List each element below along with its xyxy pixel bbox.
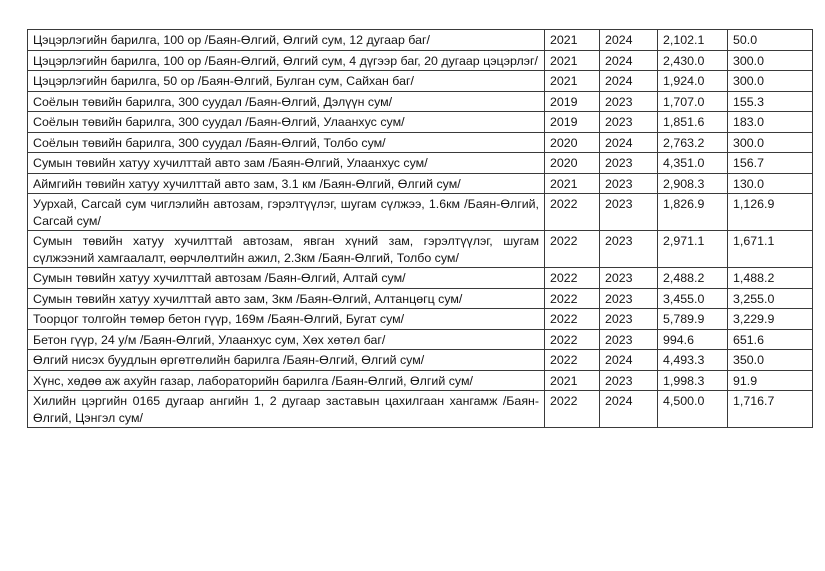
budget-amount-cell: 130.0 — [728, 173, 813, 194]
projects-table-body — [28, 30, 813, 428]
total-cost-cell: 2,908.3 — [658, 173, 728, 194]
end-year-cell: 2024 — [600, 391, 658, 428]
budget-amount-cell: 156.7 — [728, 153, 813, 174]
start-year-cell: 2021 — [545, 370, 600, 391]
end-year-cell: 2023 — [600, 309, 658, 330]
end-year-cell: 2023 — [600, 370, 658, 391]
scan-smudge — [520, 449, 740, 463]
total-cost-cell: 1,707.0 — [658, 91, 728, 112]
total-cost-cell: 1,924.0 — [658, 71, 728, 92]
budget-amount-cell: 1,126.9 — [728, 194, 813, 231]
start-year-cell: 2020 — [545, 132, 600, 153]
table-row — [28, 153, 813, 174]
table-row — [28, 350, 813, 371]
total-cost-cell: 1,851.6 — [658, 112, 728, 133]
budget-amount-cell: 300.0 — [728, 132, 813, 153]
budget-amount-cell: 91.9 — [728, 370, 813, 391]
table-row — [28, 30, 813, 51]
start-year-cell: 2022 — [545, 350, 600, 371]
total-cost-cell: 4,500.0 — [658, 391, 728, 428]
end-year-cell: 2023 — [600, 329, 658, 350]
budget-amount-cell: 3,229.9 — [728, 309, 813, 330]
project-name-cell: Өлгий нисэх буудлын өргөтгөлийн барилга /Баян-Өлгий, Өлгий сум/ — [28, 350, 545, 371]
project-name-cell: Сумын төвийн хатуу хучилттай авто зам /Баян-Өлгий, Улаанхус сум/ — [28, 153, 545, 174]
project-name-cell: Сумын төвийн хатуу хучилттай автозам /Баян-Өлгий, Алтай сум/ — [28, 268, 545, 289]
project-name-cell: Сумын төвийн хатуу хучилттай автозам, явган хүний зам, гэрэлтүүлэг, шугам сүлжээний хамгаалалт, өөрчлөлтийн ажил, 2.3км /Баян-Өлгий, Толбо сум/ — [28, 231, 545, 268]
end-year-cell: 2024 — [600, 30, 658, 51]
end-year-cell: 2024 — [600, 71, 658, 92]
table-row — [28, 391, 813, 428]
budget-amount-cell: 300.0 — [728, 71, 813, 92]
project-name-cell: Соёлын төвийн барилга, 300 суудал /Баян-Өлгий, Дэлүүн сум/ — [28, 91, 545, 112]
budget-amount-cell: 350.0 — [728, 350, 813, 371]
start-year-cell: 2021 — [545, 30, 600, 51]
project-name-cell: Бетон гүүр, 24 у/м /Баян-Өлгий, Улаанхус сум, Хөх хөтөл баг/ — [28, 329, 545, 350]
total-cost-cell: 3,455.0 — [658, 288, 728, 309]
start-year-cell: 2022 — [545, 268, 600, 289]
end-year-cell: 2024 — [600, 50, 658, 71]
project-name-cell: Тоорцог толгойн төмөр бетон гүүр, 169м /Баян-Өлгий, Бугат сум/ — [28, 309, 545, 330]
start-year-cell: 2021 — [545, 173, 600, 194]
total-cost-cell: 2,971.1 — [658, 231, 728, 268]
project-name-cell: Уурхай, Сагсай сум чиглэлийн автозам, гэрэлтүүлэг, шугам сүлжээ, 1.6км /Баян-Өлгий, Сагсай сум/ — [28, 194, 545, 231]
start-year-cell: 2021 — [545, 71, 600, 92]
table-row — [28, 91, 813, 112]
end-year-cell: 2024 — [600, 132, 658, 153]
budget-amount-cell: 3,255.0 — [728, 288, 813, 309]
table-row — [28, 309, 813, 330]
total-cost-cell: 2,102.1 — [658, 30, 728, 51]
start-year-cell: 2020 — [545, 153, 600, 174]
project-name-cell: Цэцэрлэгийн барилга, 50 ор /Баян-Өлгий, Булган сум, Сайхан баг/ — [28, 71, 545, 92]
start-year-cell: 2021 — [545, 50, 600, 71]
budget-amount-cell: 50.0 — [728, 30, 813, 51]
total-cost-cell: 2,488.2 — [658, 268, 728, 289]
table-row — [28, 194, 813, 231]
end-year-cell: 2023 — [600, 268, 658, 289]
start-year-cell: 2022 — [545, 309, 600, 330]
start-year-cell: 2019 — [545, 91, 600, 112]
end-year-cell: 2023 — [600, 288, 658, 309]
project-name-cell: Аймгийн төвийн хатуу хучилттай авто зам, 3.1 км /Баян-Өлгий, Өлгий сум/ — [28, 173, 545, 194]
total-cost-cell: 1,826.9 — [658, 194, 728, 231]
start-year-cell: 2022 — [545, 288, 600, 309]
table-row — [28, 288, 813, 309]
project-name-cell: Цэцэрлэгийн барилга, 100 ор /Баян-Өлгий, Өлгий сум, 4 дүгээр баг, 20 дугаар цэцэрлэг/ — [28, 50, 545, 71]
start-year-cell: 2022 — [545, 231, 600, 268]
table-row — [28, 132, 813, 153]
budget-amount-cell: 155.3 — [728, 91, 813, 112]
total-cost-cell: 2,763.2 — [658, 132, 728, 153]
end-year-cell: 2023 — [600, 231, 658, 268]
end-year-cell: 2023 — [600, 173, 658, 194]
total-cost-cell: 4,351.0 — [658, 153, 728, 174]
end-year-cell: 2023 — [600, 153, 658, 174]
end-year-cell: 2023 — [600, 91, 658, 112]
budget-amount-cell: 651.6 — [728, 329, 813, 350]
project-name-cell: Цэцэрлэгийн барилга, 100 ор /Баян-Өлгий, Өлгий сум, 12 дугаар баг/ — [28, 30, 545, 51]
table-row — [28, 112, 813, 133]
end-year-cell: 2024 — [600, 350, 658, 371]
table-row — [28, 329, 813, 350]
budget-amount-cell: 1,488.2 — [728, 268, 813, 289]
total-cost-cell: 1,998.3 — [658, 370, 728, 391]
table-row — [28, 370, 813, 391]
budget-amount-cell: 1,716.7 — [728, 391, 813, 428]
project-name-cell: Хилийн цэргийн 0165 дугаар ангийн 1, 2 дугаар заставын цахилгаан хангамж /Баян-Өлгий, Цэнгэл сум/ — [28, 391, 545, 428]
project-name-cell: Хүнс, хөдөө аж ахуйн газар, лабораторийн барилга /Баян-Өлгий, Өлгий сум/ — [28, 370, 545, 391]
table-row — [28, 173, 813, 194]
start-year-cell: 2022 — [545, 194, 600, 231]
project-name-cell: Соёлын төвийн барилга, 300 суудал /Баян-Өлгий, Улаанхус сум/ — [28, 112, 545, 133]
budget-amount-cell: 300.0 — [728, 50, 813, 71]
table-row — [28, 50, 813, 71]
total-cost-cell: 5,789.9 — [658, 309, 728, 330]
project-name-cell: Сумын төвийн хатуу хучилттай авто зам, 3км /Баян-Өлгий, Алтанцөгц сум/ — [28, 288, 545, 309]
total-cost-cell: 4,493.3 — [658, 350, 728, 371]
budget-amount-cell: 183.0 — [728, 112, 813, 133]
start-year-cell: 2022 — [545, 391, 600, 428]
table-row — [28, 268, 813, 289]
end-year-cell: 2023 — [600, 194, 658, 231]
project-name-cell: Соёлын төвийн барилга, 300 суудал /Баян-Өлгий, Толбо сум/ — [28, 132, 545, 153]
end-year-cell: 2023 — [600, 112, 658, 133]
table-row — [28, 71, 813, 92]
start-year-cell: 2022 — [545, 329, 600, 350]
table-row — [28, 231, 813, 268]
projects-table — [27, 29, 813, 428]
start-year-cell: 2019 — [545, 112, 600, 133]
total-cost-cell: 2,430.0 — [658, 50, 728, 71]
total-cost-cell: 994.6 — [658, 329, 728, 350]
budget-amount-cell: 1,671.1 — [728, 231, 813, 268]
